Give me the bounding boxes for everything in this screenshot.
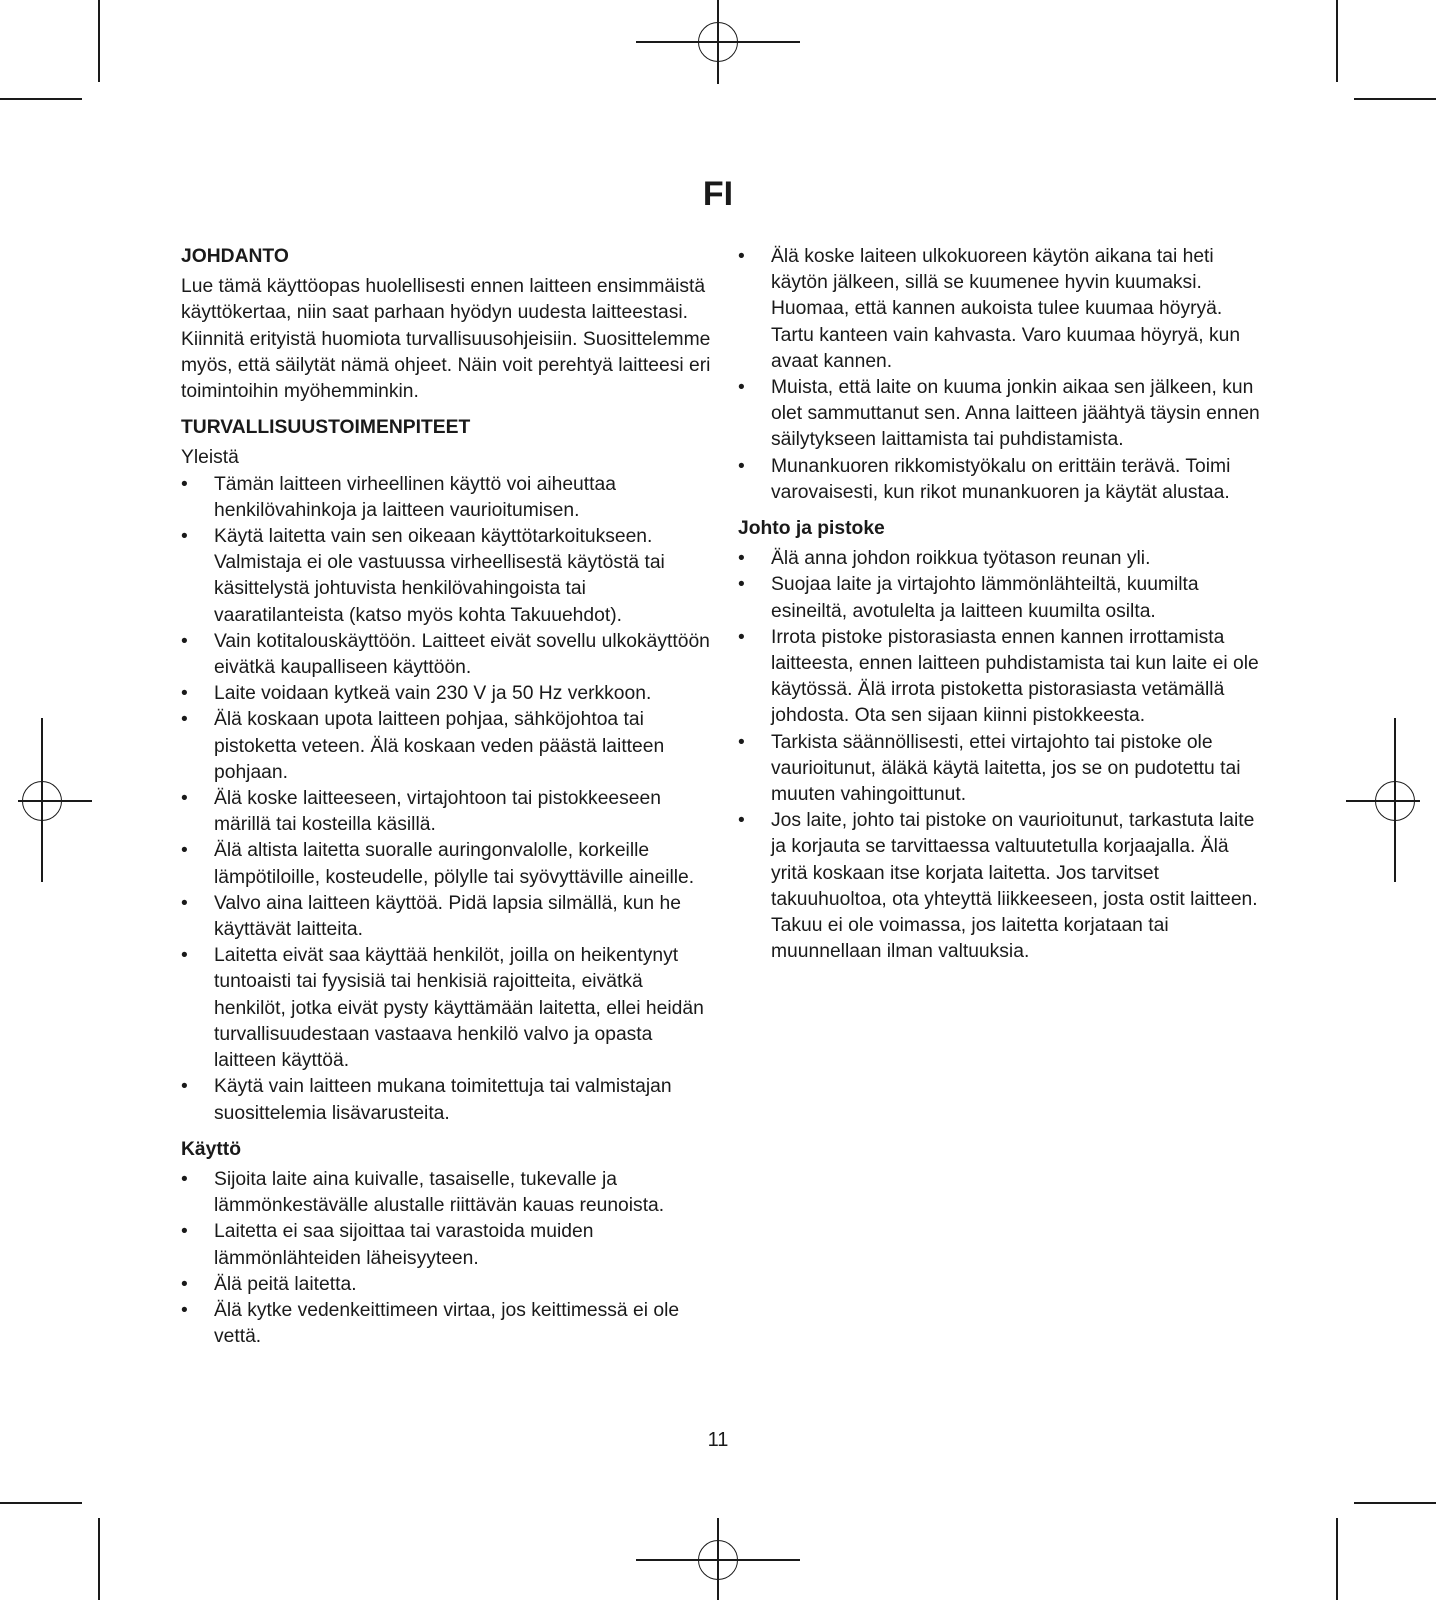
cord-heading: Johto ja pistoke [738, 518, 885, 540]
bullet-icon: • [181, 892, 188, 914]
bullet-icon: • [181, 1299, 188, 1321]
bullet-icon: • [181, 683, 188, 705]
use-list-continued [738, 244, 1268, 506]
bullet-icon: • [738, 626, 745, 648]
bullet-icon: • [181, 526, 188, 548]
bullet-icon: • [181, 1168, 188, 1190]
list-item: • Laitetta ei saa sijoittaa tai varastoida muiden lämmönlähteiden läheisyyteen. [181, 1221, 594, 1269]
bullet-icon: • [738, 574, 745, 596]
bullet-icon: • [738, 455, 745, 477]
general-subheading: Yleistä [181, 447, 239, 469]
list-item: • Älä kytke vedenkeittimeen virtaa, jos keittimessä ei ole vettä. [181, 1299, 680, 1348]
list-item: • Tarkista säännöllisesti, ettei virtajohto tai pistoke ole vaurioitunut, äläkä käytä laitetta, jos se on pudotettu tai muuten vahingoittunut. [738, 731, 1241, 806]
crop-mark-bottom-right-horizontal [1354, 1502, 1436, 1504]
intro-heading: JOHDANTO [181, 246, 289, 267]
registration-right-circle [1375, 781, 1415, 821]
safety-heading: TURVALLISUUSTOIMENPITEET [181, 417, 471, 439]
list-item: • Valvo aina laitteen käyttöä. Pidä lapsia silmällä, kun he käyttävät laitteita. [181, 892, 681, 941]
list-item: • Jos laite, johto tai pistoke on vaurioitunut, tarkastuta laite ja korjauta se tarvittaessa valtuutetulla korjaajalla. Älä yritä koskaan itse korjata laitetta. Jos tarvitset takuuhuoltoa, ota yhteyttä liikkeeseen, josta ostit laitteen. Takuu ei ole voimassa, jos laitetta korjataan tai muunnellaan ilman valtuuksia. [738, 810, 1258, 963]
use-heading: Käyttö [181, 1138, 241, 1160]
bullet-icon: • [181, 1273, 188, 1295]
list-item: • Tämän laitteen virheellinen käyttö voi aiheuttaa henkilövahinkoja ja laitteen vaurioitumisen. [181, 473, 616, 521]
bullet-icon: • [181, 1221, 188, 1243]
list-item: • Laite voidaan kytkeä vain 230 V ja 50 Hz verkkoon. [181, 681, 711, 707]
crop-mark-bottom-left-vertical [98, 1518, 100, 1600]
crop-mark-top-left-horizontal [0, 98, 82, 100]
bullet-icon: • [181, 945, 188, 967]
use-list [181, 1167, 711, 1350]
list-item: • Älä peitä laitetta. [181, 1272, 711, 1298]
bullet-icon: • [738, 377, 745, 399]
bullet-icon: • [738, 246, 745, 267]
list-item: • Käytä vain laitteen mukana toimitettuja tai valmistajan suosittelemia lisävarusteita. [181, 1076, 672, 1124]
list-item: • Vain kotitalouskäyttöön. Laitteet eivät sovellu ulkokäyttöön eivätkä kaupalliseen käyttöön. [181, 630, 710, 679]
list-item: • Laitetta eivät saa käyttää henkilöt, joilla on heikentynyt tuntoaisti tai fyysisiä tai henkisiä rajoitteita, eivätkä henkilöt, jotka eivät pysty käyttämään laitetta, ellei heidän turvallisuudestaan vastaava henkilö valvo ja opasta laitteen käyttöä. [181, 945, 704, 1072]
bullet-icon: • [181, 1076, 188, 1098]
registration-bottom-circle [698, 1540, 738, 1580]
list-item: • Sijoita laite aina kuivalle, tasaiselle, tukevalle ja lämmönkestävälle alustalle riittävän kauas reunoista. [181, 1168, 665, 1217]
cord-list [738, 546, 1268, 965]
crop-mark-bottom-right-vertical [1336, 1518, 1338, 1600]
intro-paragraph: Lue tämä käyttöopas huolellisesti ennen laitteen ensimmäistä käyttökertaa, niin saat parhaan hyödyn uudesta laitteestasi. Kiinnitä erityistä huomiota turvallisuusohjeisiin. Suosittelemme myös, että säilytät nämä ohjeet. Näin voit perehtyä laitteesi eri toimintoihin myöhemminkin. [181, 276, 711, 403]
bullet-icon: • [181, 788, 188, 810]
registration-left-circle [22, 781, 62, 821]
list-item: • Älä koskaan upota laitteen pohjaa, sähköjohtoa tai pistoketta veteen. Älä koskaan veden päästä laitteen pohjaan. [181, 709, 665, 783]
list-item: • Älä anna johdon roikkua työtason reunan yli. [738, 546, 1268, 572]
bullet-icon: • [181, 630, 188, 652]
right-column [738, 244, 1268, 965]
bullet-icon: • [181, 840, 188, 862]
registration-top-circle [698, 22, 738, 62]
crop-mark-top-right-horizontal [1354, 98, 1436, 100]
crop-mark-top-left-vertical [98, 0, 100, 82]
bullet-icon: • [181, 473, 188, 495]
bullet-icon: • [181, 709, 188, 731]
crop-mark-bottom-left-horizontal [0, 1502, 82, 1504]
list-item: • Irrota pistoke pistorasiasta ennen kannen irrottamista laitteesta, ennen laitteen puhdistamista tai kun laite ei ole käytössä. Älä irrota pistoketta pistorasiasta vetämällä johdosta. Ota sen sijaan kiinni pistokkeesta. [738, 626, 1259, 727]
bullet-icon: • [738, 548, 745, 570]
left-column [181, 244, 711, 1350]
list-item: • Munankuoren rikkomistyökalu on erittäin terävä. Toimi varovaisesti, kun rikot munankuoren ja käytät alustaa. [738, 455, 1231, 503]
list-item: • Käytä laitetta vain sen oikeaan käyttötarkoitukseen. Valmistaja ei ole vastuussa virheellisestä käytöstä tai käsittelystä johtuvista henkilövahingoista tai vaaratilanteista (katso myös kohta Takuuehdot). [181, 526, 665, 626]
page-number: 11 [707, 1429, 729, 1451]
list-item: • Älä koske laitteeseen, virtajohtoon tai pistokkeeseen märillä tai kosteilla käsillä. [181, 788, 661, 836]
list-item: • Älä altista laitetta suoralle auringonvalolle, korkeille lämpötiloille, kosteudelle, pölylle tai syövyttäville aineille. [181, 840, 695, 888]
crop-mark-top-right-vertical [1336, 0, 1338, 82]
language-code: FI [702, 175, 734, 213]
bullet-icon: • [738, 731, 745, 753]
bullet-icon: • [738, 810, 745, 832]
general-list [181, 472, 711, 1127]
list-item: • Suojaa laite ja virtajohto lämmönlähteiltä, kuumilta esineiltä, avotulelta ja laitteen kuumilta osilta. [738, 574, 1199, 622]
list-item: • Muista, että laite on kuuma jonkin aikaa sen jälkeen, kun olet sammuttanut sen. Anna laitteen jäähtyä täysin ennen säilytykseen laittamista tai puhdistamista. [738, 377, 1260, 451]
list-item: • Älä koske laiteen ulkokuoreen käytön aikana tai heti käytön jälkeen, sillä se kuumenee hyvin kuumaksi. Huomaa, että kannen aukoista tulee kuumaa höyryä. Tartu kanteen vain kahvasta. Varo kuumaa höyryä, kun avaat kannen. [738, 246, 1241, 372]
